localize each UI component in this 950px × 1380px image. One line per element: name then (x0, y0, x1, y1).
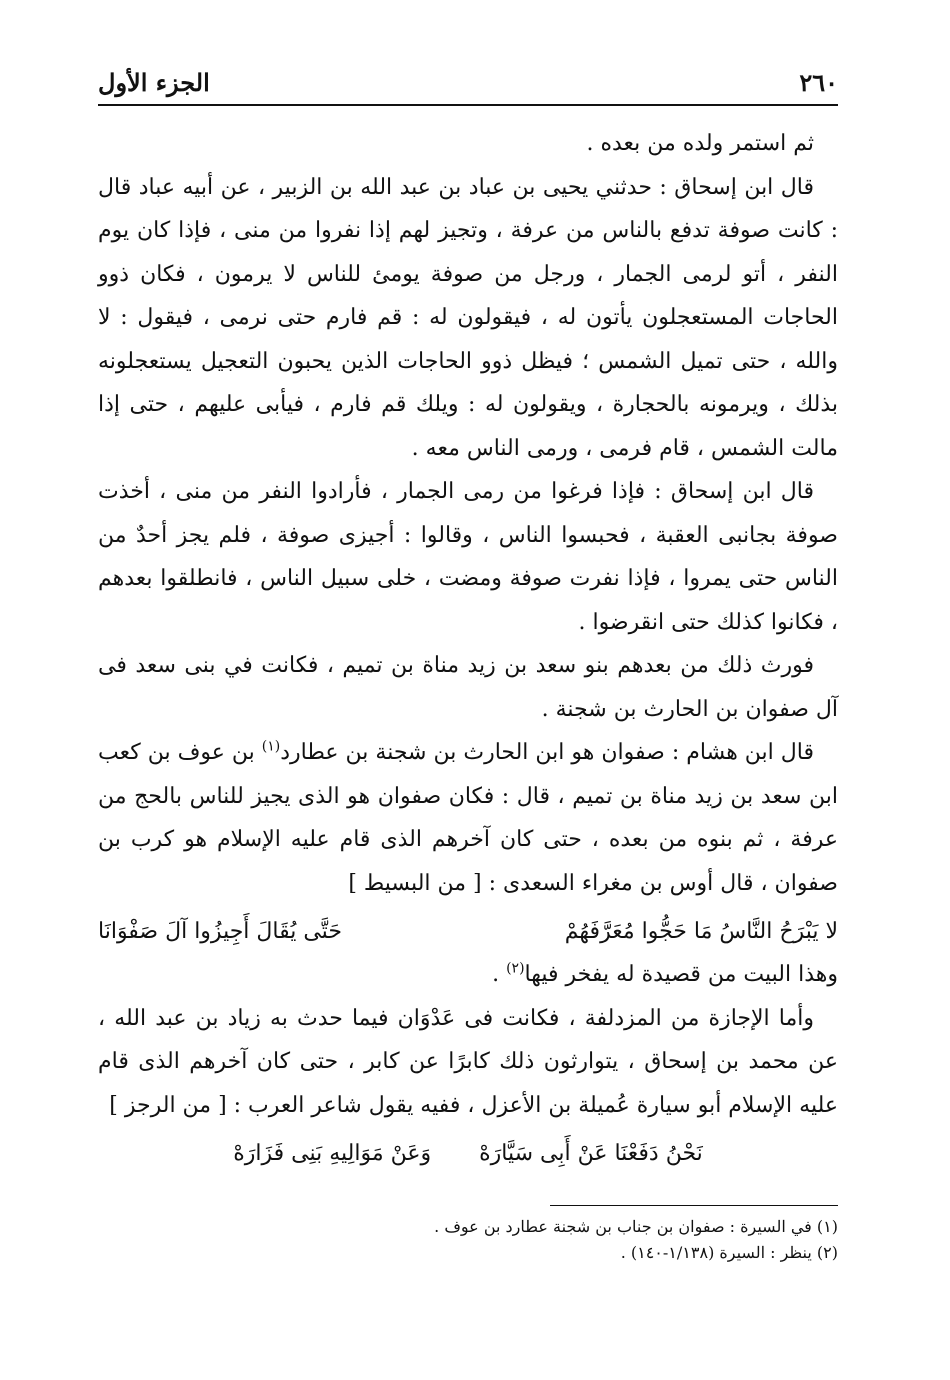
footnote-ref-1: (١) (261, 738, 281, 755)
paragraph-6-text: وهذا البيت من قصيدة له يفخر فيها (524, 962, 838, 987)
paragraph-7: وأما الإجازة من المزدلفة ، فكانت فى عَدْوَان فيما حدث به زياد بن عبد الله ، عن محمد بن إسحاق ، يتوارثون ذلك كابرًا عن كابر ، حتى كان آخرهم الذى قام عليه الإسلام أبو سيارة عُميلة بن الأعزل ، ففيه يقول شاعر العرب : [ من الرجز ] (98, 1005, 838, 1118)
running-title: الجزء الأول (98, 68, 210, 97)
footnote-ref-2: (٢) (506, 960, 525, 977)
paragraph-5-start: قال ابن هشام : صفوان هو ابن الحارث بن شجنة بن عطارد (280, 740, 815, 765)
header-divider (98, 104, 838, 106)
verse-1-second-hemistich: حَتَّى يُقَالَ أَجِيزُوا آلَ صَفْوَانَا (98, 919, 342, 944)
paragraph-4: فورث ذلك من بعدهم بنو سعد بن زيد مناة بن تميم ، فكانت في بنى سعد فى آل صفوان بن الحارث بن شجنة . (98, 653, 838, 722)
book-page (98, 60, 838, 1266)
paragraph-1: ثم استمر ولده من بعده . (586, 131, 814, 156)
poem-verse-2 (98, 1133, 838, 1175)
verse-1-first-hemistich: لا يَبْرَحُ النَّاسُ مَا حَجُّوا مُعَرَّفَهُمْ (564, 919, 838, 944)
footnotes (98, 1214, 838, 1266)
poem-verse-1 (98, 911, 838, 953)
footnote-1: (١) في السيرة : صفوان بن جناب بن شجنة عطارد بن عوف . (434, 1217, 838, 1236)
paragraph-2: قال ابن إسحاق : حدثني يحيى بن عباد بن عبد الله بن الزبير ، عن أبيه عباد قال : كانت صوفة تدفع بالناس من عرفة ، وتجيز لهم إذا نفروا من منى ، فإذا كان يوم النفر ، أتو لرمى الجمار ، ورجل من صوفة يومئ للناس لا يرمون ، فكان ذوو الحاجات المستعجلون يأتون له ، فيقولون له : قم فارم حتى نرمى ، فيقول : لا والله ، حتى تميل الشمس ؛ فيظل ذوو الحاجات الذين يحبون التعجيل يستعجلونه بذلك ، ويرمونه بالحجارة ، ويقولون له : ويلك قم فارم ، فيأبى عليهم ، حتى إذا مالت الشمس ، قام فرمى ، ورمى الناس معه . (98, 174, 838, 461)
verse-2-second-hemistich: وَعَنْ مَوَالِيهِ بَنِى فَزَارَهْ (233, 1141, 432, 1166)
page-number: ٢٦٠ (799, 68, 838, 97)
paragraph-5-rest: بن عوف بن كعب ابن سعد بن زيد مناة بن تميم ، قال : فكان صفوان هو الذى يجيز للناس بالحج من عرفة ، ثم بنوه من بعده ، حتى كان آخرهم الذى قام عليه الإسلام هو كرب بن صفوان ، قال أوس بن مغراء السعدى : [ من البسيط ] (98, 740, 838, 896)
page-header (98, 60, 838, 104)
paragraph-5 (98, 731, 838, 905)
main-text (98, 122, 838, 1175)
paragraph-6 (98, 953, 838, 997)
paragraph-6-end: . (492, 962, 507, 987)
verse-2-first-hemistich: نَحْنُ دَفَعْنَا عَنْ أَبِى سَيَّارَهْ (479, 1141, 703, 1166)
footnote-divider (550, 1205, 838, 1206)
paragraph-3: قال ابن إسحاق : فإذا فرغوا من رمى الجمار ، فأرادوا النفر من منى ، أخذت صوفة بجانبى العقبة ، فحبسوا الناس ، وقالوا : أجيزى صوفة ، فلم يجز أحدٌ من الناس حتى يمروا ، فإذا نفرت صوفة ومضت ، خلى سبيل الناس ، فانطلقوا بعدهم ، فكانوا كذلك حتى انقرضوا . (98, 479, 838, 635)
footnote-2: (٢) ينظر : السيرة (١/١٣٨-١٤٠) . (620, 1243, 838, 1262)
